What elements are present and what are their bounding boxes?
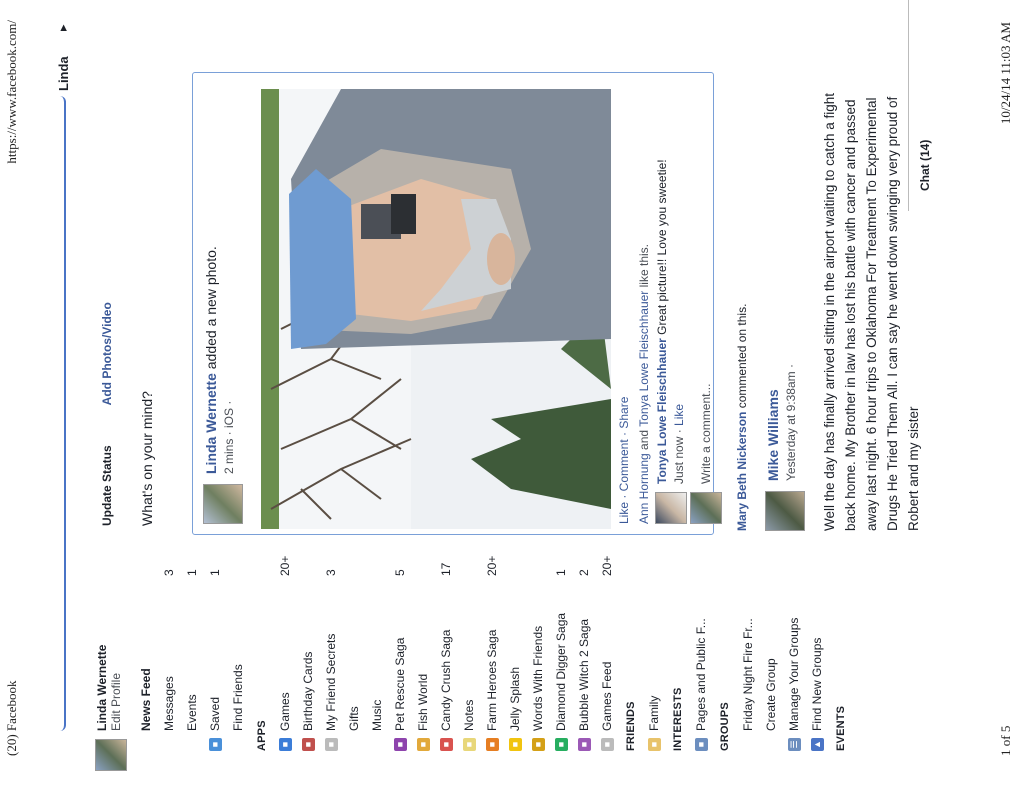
status-input[interactable]: What's on your mind? <box>139 391 155 526</box>
games-icon: ■ <box>279 738 292 751</box>
sidebar-item-label: Create Group <box>764 658 778 731</box>
sidebar-item-label: Bubble Witch 2 Saga <box>577 618 591 731</box>
sidebar-item-label: My Friend Secrets <box>324 633 338 731</box>
sidebar-item-app[interactable] <box>596 551 619 771</box>
sidebar-item-count: 2 <box>577 569 591 576</box>
activity-line <box>735 304 749 531</box>
post-author-avatar[interactable] <box>765 491 805 531</box>
sidebar-item-find-friends[interactable] <box>227 551 250 771</box>
comment-text: Great picture!! Love you sweetie! <box>655 159 669 335</box>
sidebar-item-app[interactable] <box>274 551 297 771</box>
jelly-splash-icon: ■ <box>509 738 522 751</box>
sidebar-item-app[interactable] <box>458 551 481 771</box>
sidebar-item-label: Games Feed <box>600 661 614 731</box>
saved-icon: ■ <box>209 738 222 751</box>
sidebar-item-label: Candy Crush Saga <box>439 629 453 731</box>
sidebar-section-groups: GROUPS <box>719 702 731 751</box>
comment-author-name[interactable]: Tonya Lowe Fleischhauer <box>655 338 669 484</box>
diamond-digger-icon: ■ <box>555 738 568 751</box>
sidebar-item-count: 1 <box>208 569 222 576</box>
sidebar-item-app[interactable] <box>550 551 573 771</box>
top-bar-user-name[interactable]: Linda <box>56 56 71 91</box>
sidebar-item-label: Family <box>647 695 661 731</box>
comment-timestamp: Just now · <box>672 429 686 484</box>
pet-rescue-icon: ■ <box>394 738 407 751</box>
sidebar-item-label: Diamond Digger Saga <box>554 612 568 731</box>
print-page-title: (20) Facebook <box>4 680 19 756</box>
sidebar-item-saved[interactable] <box>204 551 227 771</box>
sidebar-section-apps: APPS <box>256 720 268 751</box>
sidebar-item-app[interactable] <box>297 551 320 771</box>
farm-heroes-icon: ■ <box>486 738 499 751</box>
chat-bar[interactable]: Chat (14) <box>908 0 932 211</box>
sidebar-item-count: 20+ <box>485 555 499 576</box>
sidebar-item-app[interactable] <box>343 551 366 771</box>
sidebar-item-label: Farm Heroes Saga <box>485 629 499 731</box>
sidebar-item-label: Events <box>185 694 199 731</box>
left-sidebar <box>95 551 853 771</box>
post-timestamp[interactable]: Yesterday at 9:38am · <box>784 364 798 481</box>
post-actions[interactable]: Like · Comment · Share <box>617 396 631 524</box>
post-author-name[interactable]: Mike Williams <box>765 389 781 481</box>
likes-suffix-text: like this. <box>637 244 651 288</box>
apps-list <box>274 551 619 771</box>
post-photo[interactable] <box>261 89 611 529</box>
sidebar-item-label: Fish World <box>416 673 430 731</box>
friend-secrets-icon: ■ <box>325 738 338 751</box>
sidebar-section-events: EVENTS <box>835 705 847 751</box>
sidebar-item-label: Saved <box>208 696 222 731</box>
find-groups-icon: ▲ <box>811 738 824 751</box>
post-author-name[interactable]: Linda Wernette <box>203 373 219 474</box>
sidebar-item-label: Messages <box>162 676 176 731</box>
feed-post-status <box>765 81 924 531</box>
sidebar-item-events[interactable] <box>181 551 204 771</box>
activity-text: commented on this. <box>735 303 749 409</box>
birthday-cards-icon: ■ <box>302 738 315 751</box>
profile-name[interactable]: Linda Wernette <box>95 644 109 731</box>
liker-link[interactable]: Tonya Lowe Fleischhauer <box>637 290 651 427</box>
sidebar-item-label: Words With Friends <box>531 625 545 731</box>
bubble-witch-icon: ■ <box>578 738 591 751</box>
sidebar-item-app[interactable] <box>504 551 527 771</box>
avatar[interactable] <box>95 739 127 771</box>
sidebar-item-friday-night-fire[interactable] <box>737 551 760 771</box>
sidebar-item-app[interactable] <box>435 551 458 771</box>
activity-user-name[interactable]: Mary Beth Nickerson <box>735 411 749 531</box>
post-body-text: Well the day has finally arrived sitting in the airport waiting to catch a fight back home. My Brother in law has lost his battle with cancer and passed away last night. 6 hour trips to Oklahoma For Treatment To Experimental Drugs He Tried Them All. I can say he went down swinging very proud of Robert and my sister <box>822 93 921 531</box>
sidebar-item-label: Find New Groups <box>810 637 824 731</box>
status-composer <box>100 126 155 526</box>
post-action-text: added a new photo. <box>203 246 219 370</box>
sidebar-item-find-new-groups[interactable] <box>806 551 829 771</box>
sidebar-item-app[interactable] <box>573 551 596 771</box>
sidebar-item-label: Find Friends <box>231 664 245 731</box>
print-timestamp: 10/24/14 11:03 AM <box>998 22 1013 125</box>
post-timestamp[interactable]: 2 mins · iOS · <box>222 400 236 474</box>
sidebar-item-count: 3 <box>162 569 176 576</box>
tab-update-status[interactable]: Update Status <box>100 445 114 526</box>
sidebar-item-news-feed[interactable] <box>135 551 158 771</box>
sidebar-item-count: 3 <box>324 569 338 576</box>
print-url: https://www.facebook.com/ <box>4 20 19 164</box>
sidebar-item-label: Music <box>370 699 384 731</box>
sidebar-item-label: Birthday Cards <box>301 651 315 731</box>
sidebar-item-label: Pet Rescue Saga <box>393 637 407 731</box>
comment-input[interactable]: Write a comment... <box>699 383 713 484</box>
fish-world-icon: ■ <box>417 738 430 751</box>
sidebar-item-manage-groups[interactable] <box>783 551 806 771</box>
sidebar-item-app[interactable] <box>412 551 435 771</box>
edit-profile-link[interactable]: Edit Profile <box>109 672 123 731</box>
sidebar-item-label: Notes <box>462 699 476 731</box>
sidebar-item-label: Jelly Splash <box>508 666 522 731</box>
comment-author-avatar[interactable] <box>655 492 687 524</box>
sidebar-item-pages[interactable] <box>690 551 713 771</box>
post-author-avatar[interactable] <box>203 484 243 524</box>
sidebar-item-app[interactable] <box>320 551 343 771</box>
liker-link[interactable]: Ann Hornung <box>637 453 651 524</box>
sidebar-item-count: 1 <box>185 569 199 576</box>
sidebar-item-label: News Feed <box>139 668 153 731</box>
comment-like-button[interactable]: Like <box>672 403 686 426</box>
feed-post-photo <box>192 72 714 535</box>
man-with-camera-photo <box>261 89 611 529</box>
family-icon: ■ <box>648 738 661 751</box>
sidebar-item-create-group[interactable] <box>760 551 783 771</box>
manage-groups-icon: ☰ <box>788 738 801 751</box>
sidebar-item-app[interactable] <box>481 551 504 771</box>
sidebar-item-count: 1 <box>554 569 568 576</box>
sidebar-item-label: Friday Night Fire Fr... <box>741 618 755 731</box>
notes-icon: ■ <box>463 738 476 751</box>
sidebar-item-family[interactable] <box>643 551 666 771</box>
sidebar-item-label: Manage Your Groups <box>787 617 801 731</box>
tab-add-photos-video[interactable]: Add Photos/Video <box>100 302 114 406</box>
pages-feed-icon: ■ <box>695 738 708 751</box>
words-with-friends-icon: ■ <box>532 738 545 751</box>
sidebar-item-label: Games <box>278 692 292 731</box>
sidebar-item-app[interactable] <box>389 551 412 771</box>
user-menu-caret-icon[interactable]: ▸ <box>55 24 70 31</box>
sidebar-item-messages[interactable] <box>158 551 181 771</box>
post-likes-summary <box>637 244 651 524</box>
games-feed-icon: ■ <box>601 738 614 751</box>
sidebar-item-count: 5 <box>393 569 407 576</box>
sidebar-item-app[interactable] <box>366 551 389 771</box>
likes-and-text: and <box>637 429 651 450</box>
comment <box>655 159 687 524</box>
sidebar-profile[interactable] <box>95 551 135 771</box>
write-comment-row <box>690 384 722 524</box>
sidebar-section-friends: FRIENDS <box>625 701 637 751</box>
sidebar-item-count: 17 <box>439 562 453 576</box>
sidebar-item-label: Gifts <box>347 706 361 731</box>
sidebar-item-app[interactable] <box>527 551 550 771</box>
sidebar-item-count: 20+ <box>278 555 292 576</box>
top-bar-edge <box>58 96 66 731</box>
avatar <box>690 492 722 524</box>
print-header <box>4 0 20 791</box>
sidebar-item-count: 20+ <box>600 555 614 576</box>
print-footer <box>998 0 1016 791</box>
sidebar-item-label: Pages and Public F... <box>694 618 708 731</box>
print-page-number: 1 of 5 <box>998 725 1013 756</box>
candy-crush-icon: ■ <box>440 738 453 751</box>
sidebar-section-interests: INTERESTS <box>672 687 684 751</box>
